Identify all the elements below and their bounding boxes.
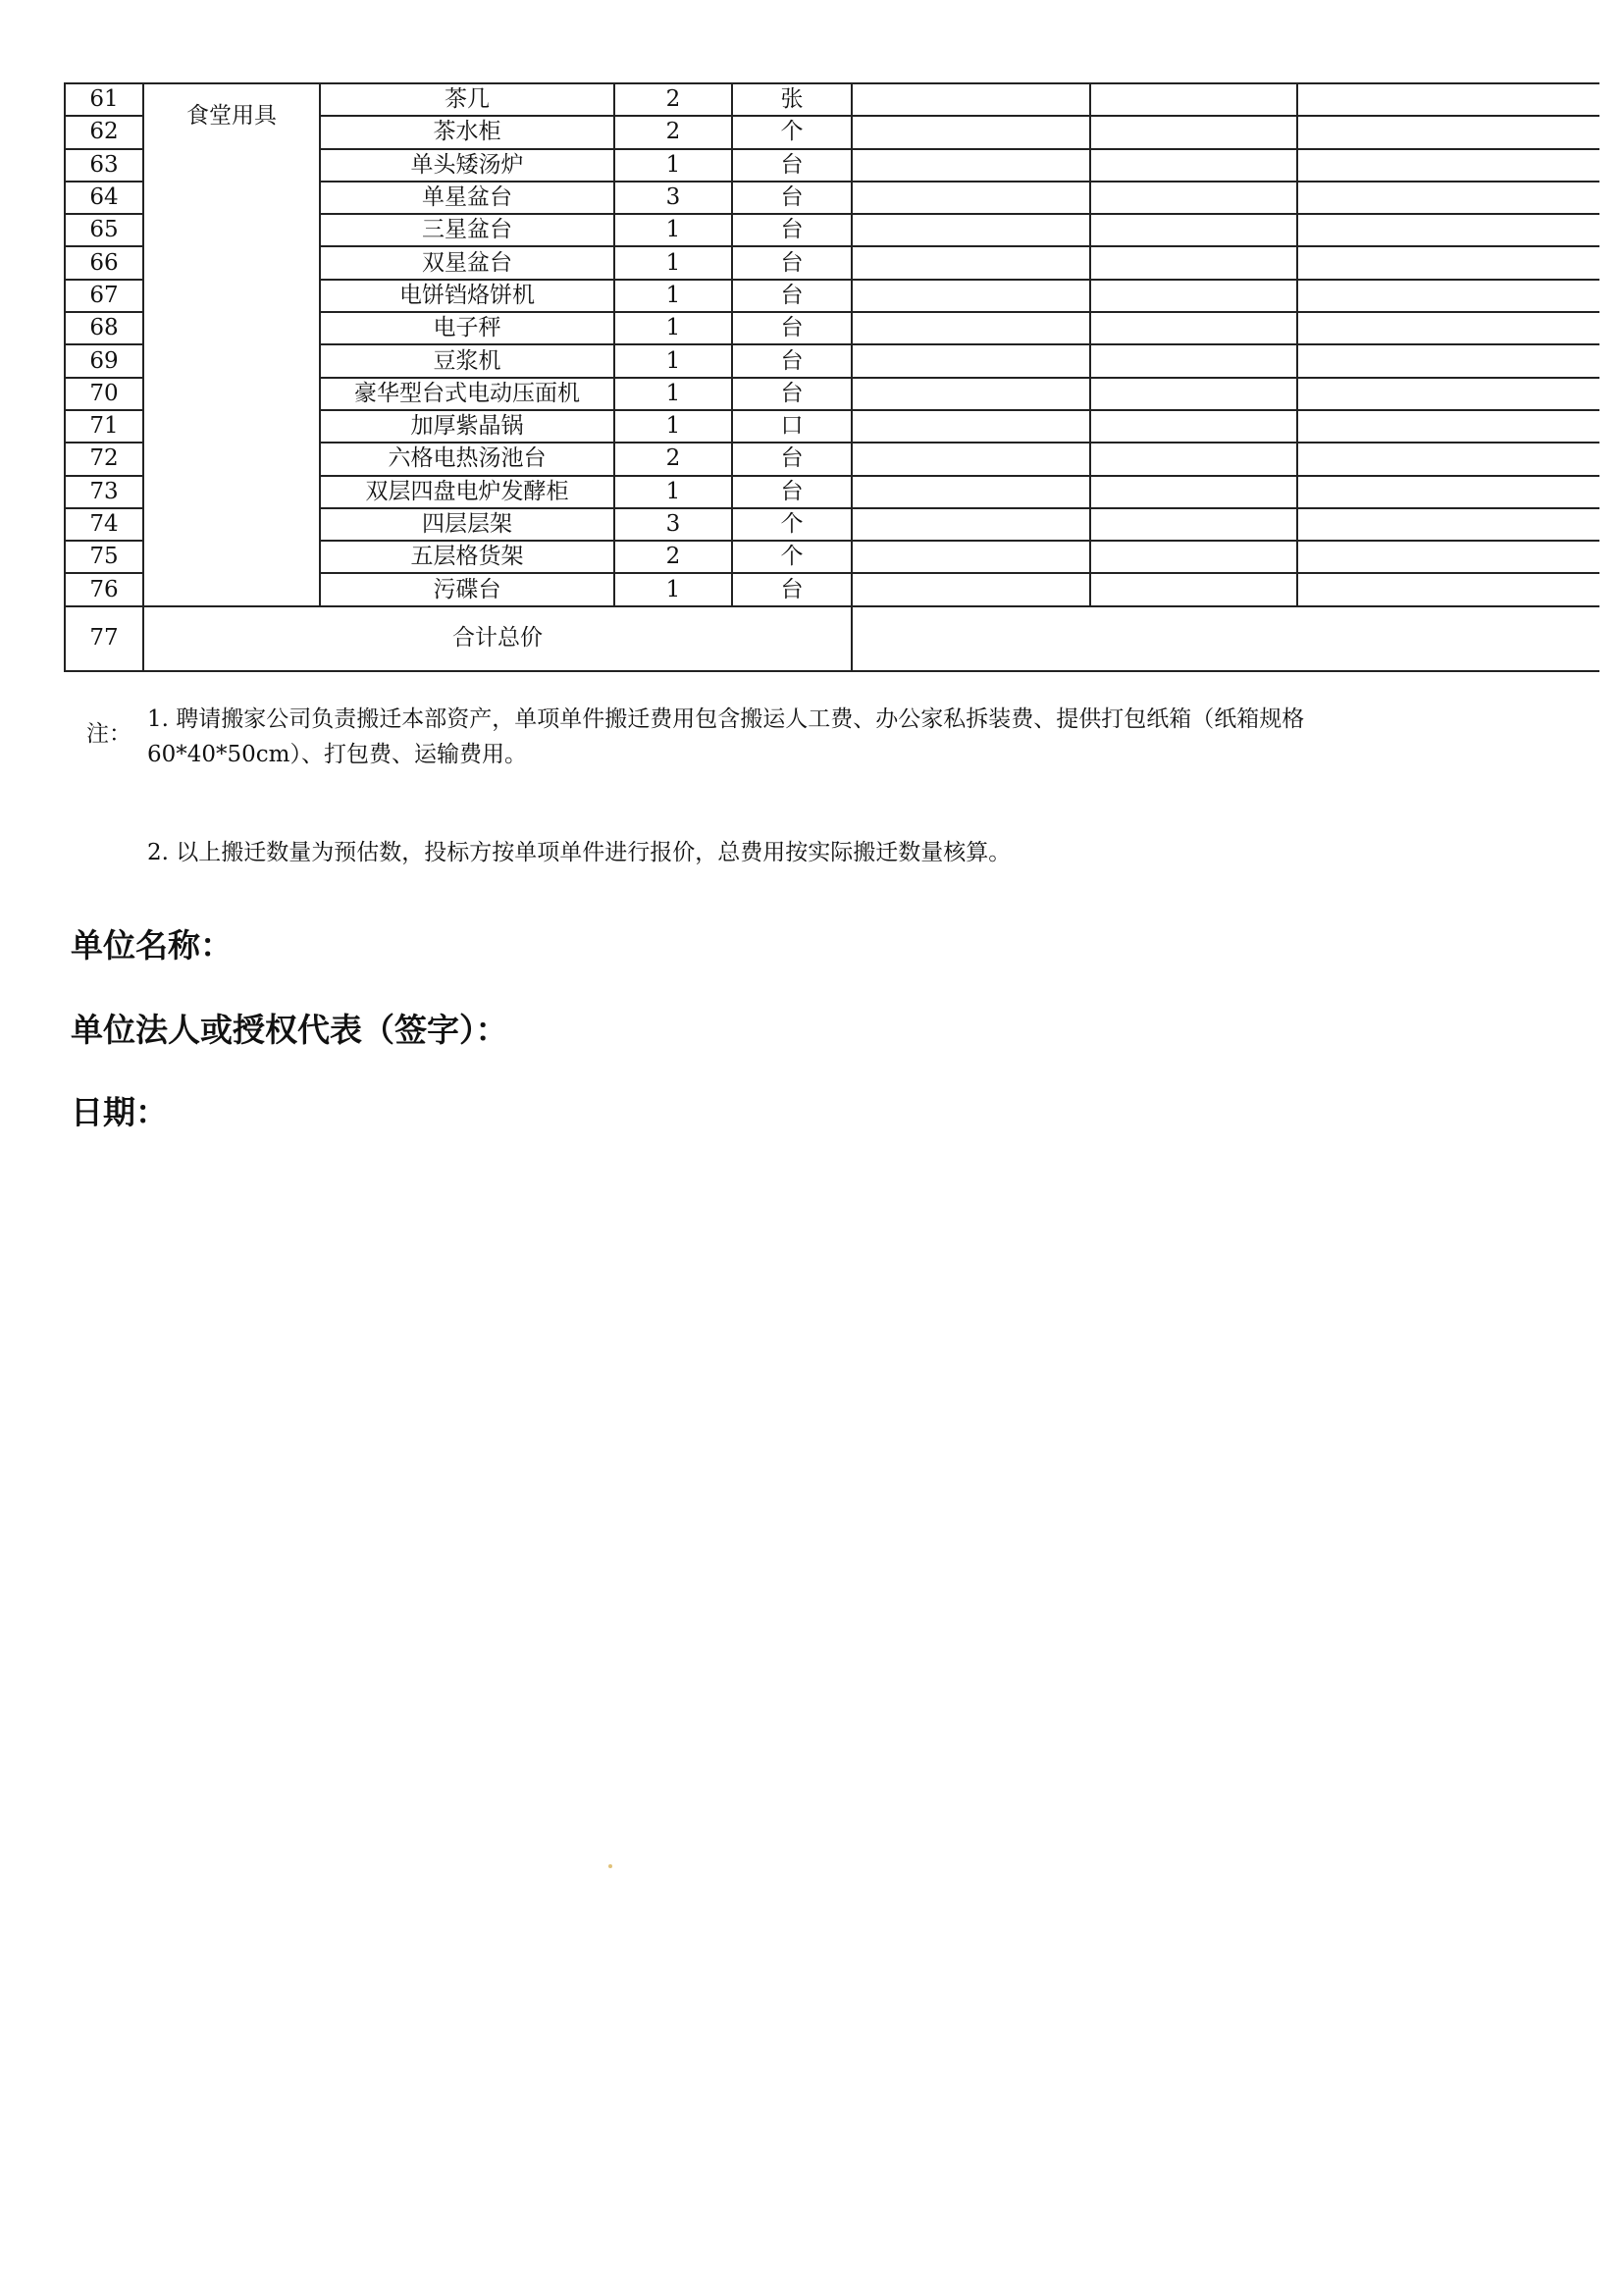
remarks-cell bbox=[1297, 344, 1599, 377]
item-quantity: 2 bbox=[614, 116, 732, 148]
item-unit: 台 bbox=[732, 214, 852, 246]
item-unit: 台 bbox=[732, 476, 852, 508]
remarks-cell bbox=[1297, 246, 1599, 279]
remarks-cell bbox=[1297, 182, 1599, 214]
note-1-line-2: 60*40*50cm）、打包费、运输费用。 bbox=[147, 742, 527, 767]
total-row-number: 77 bbox=[65, 606, 143, 671]
row-number: 66 bbox=[65, 246, 143, 279]
total-row bbox=[65, 606, 1599, 671]
item-unit: 台 bbox=[732, 280, 852, 312]
item-name: 单星盆台 bbox=[320, 182, 614, 214]
item-quantity: 2 bbox=[614, 83, 732, 116]
remarks-cell bbox=[1297, 149, 1599, 182]
item-unit: 台 bbox=[732, 443, 852, 475]
date-label: 日期： bbox=[71, 1093, 168, 1131]
item-quantity: 1 bbox=[614, 246, 732, 279]
subtotal-cell bbox=[1090, 312, 1297, 344]
total-value-cell bbox=[852, 606, 1599, 671]
item-quantity: 1 bbox=[614, 312, 732, 344]
item-name: 电饼铛烙饼机 bbox=[320, 280, 614, 312]
item-quantity: 1 bbox=[614, 573, 732, 605]
item-unit: 张 bbox=[732, 83, 852, 116]
unit-price-cell bbox=[852, 280, 1090, 312]
item-quantity: 1 bbox=[614, 410, 732, 443]
subtotal-cell bbox=[1090, 116, 1297, 148]
note-1-line-1: 1. 聘请搬家公司负责搬迁本部资产，单项单件搬迁费用包含搬运人工费、办公家私拆装费、提供打包纸箱（纸箱规格 bbox=[147, 706, 1305, 732]
subtotal-cell bbox=[1090, 443, 1297, 475]
subtotal-cell bbox=[1090, 541, 1297, 573]
row-number: 63 bbox=[65, 149, 143, 182]
item-name: 六格电热汤池台 bbox=[320, 443, 614, 475]
remarks-cell bbox=[1297, 508, 1599, 541]
item-unit: 个 bbox=[732, 541, 852, 573]
item-name: 茶水柜 bbox=[320, 116, 614, 148]
row-number: 64 bbox=[65, 182, 143, 214]
row-number: 71 bbox=[65, 410, 143, 443]
unit-price-cell bbox=[852, 116, 1090, 148]
unit-price-cell bbox=[852, 83, 1090, 116]
item-name: 豪华型台式电动压面机 bbox=[320, 378, 614, 410]
inventory-table bbox=[64, 82, 1599, 672]
row-number: 65 bbox=[65, 214, 143, 246]
unit-price-cell bbox=[852, 182, 1090, 214]
item-name: 四层层架 bbox=[320, 508, 614, 541]
unit-price-cell bbox=[852, 378, 1090, 410]
item-unit: 台 bbox=[732, 182, 852, 214]
remarks-cell bbox=[1297, 312, 1599, 344]
remarks-cell bbox=[1297, 280, 1599, 312]
remarks-cell bbox=[1297, 541, 1599, 573]
item-unit: 台 bbox=[732, 378, 852, 410]
subtotal-cell bbox=[1090, 280, 1297, 312]
subtotal-cell bbox=[1090, 246, 1297, 279]
unit-name-label: 单位名称： bbox=[71, 926, 233, 965]
item-quantity: 3 bbox=[614, 508, 732, 541]
remarks-cell bbox=[1297, 214, 1599, 246]
subtotal-cell bbox=[1090, 182, 1297, 214]
subtotal-cell bbox=[1090, 508, 1297, 541]
row-number: 67 bbox=[65, 280, 143, 312]
item-unit: 个 bbox=[732, 508, 852, 541]
item-name: 茶几 bbox=[320, 83, 614, 116]
subtotal-cell bbox=[1090, 378, 1297, 410]
row-number: 76 bbox=[65, 573, 143, 605]
item-unit: 台 bbox=[732, 246, 852, 279]
legal-rep-label: 单位法人或授权代表（签字）： bbox=[71, 1011, 508, 1049]
item-name: 加厚紫晶锅 bbox=[320, 410, 614, 443]
item-unit: 台 bbox=[732, 149, 852, 182]
row-number: 62 bbox=[65, 116, 143, 148]
total-label: 合计总价 bbox=[143, 606, 852, 671]
row-number: 69 bbox=[65, 344, 143, 377]
scan-speck bbox=[608, 1864, 612, 1868]
unit-price-cell bbox=[852, 508, 1090, 541]
notes-label: 注： bbox=[86, 721, 131, 747]
item-unit: 台 bbox=[732, 573, 852, 605]
item-name: 双星盆台 bbox=[320, 246, 614, 279]
item-quantity: 1 bbox=[614, 476, 732, 508]
subtotal-cell bbox=[1090, 476, 1297, 508]
remarks-cell bbox=[1297, 443, 1599, 475]
item-quantity: 1 bbox=[614, 149, 732, 182]
unit-price-cell bbox=[852, 476, 1090, 508]
subtotal-cell bbox=[1090, 410, 1297, 443]
item-name: 双层四盘电炉发酵柜 bbox=[320, 476, 614, 508]
row-number: 72 bbox=[65, 443, 143, 475]
row-number: 70 bbox=[65, 378, 143, 410]
subtotal-cell bbox=[1090, 149, 1297, 182]
item-name: 单头矮汤炉 bbox=[320, 149, 614, 182]
item-quantity: 3 bbox=[614, 182, 732, 214]
subtotal-cell bbox=[1090, 344, 1297, 377]
unit-price-cell bbox=[852, 443, 1090, 475]
unit-price-cell bbox=[852, 246, 1090, 279]
remarks-cell bbox=[1297, 476, 1599, 508]
item-name: 豆浆机 bbox=[320, 344, 614, 377]
item-quantity: 1 bbox=[614, 344, 732, 377]
unit-price-cell bbox=[852, 214, 1090, 246]
subtotal-cell bbox=[1090, 83, 1297, 116]
item-name: 污碟台 bbox=[320, 573, 614, 605]
subtotal-cell bbox=[1090, 214, 1297, 246]
remarks-cell bbox=[1297, 378, 1599, 410]
item-unit: 台 bbox=[732, 312, 852, 344]
item-unit: 口 bbox=[732, 410, 852, 443]
unit-price-cell bbox=[852, 312, 1090, 344]
unit-price-cell bbox=[852, 344, 1090, 377]
item-quantity: 1 bbox=[614, 280, 732, 312]
item-quantity: 1 bbox=[614, 378, 732, 410]
item-unit: 个 bbox=[732, 116, 852, 148]
row-number: 68 bbox=[65, 312, 143, 344]
row-number: 73 bbox=[65, 476, 143, 508]
remarks-cell bbox=[1297, 83, 1599, 116]
row-number: 61 bbox=[65, 83, 143, 116]
item-quantity: 2 bbox=[614, 443, 732, 475]
unit-price-cell bbox=[852, 541, 1090, 573]
unit-price-cell bbox=[852, 573, 1090, 605]
subtotal-cell bbox=[1090, 573, 1297, 605]
item-name: 五层格货架 bbox=[320, 541, 614, 573]
item-name: 三星盆台 bbox=[320, 214, 614, 246]
item-quantity: 2 bbox=[614, 541, 732, 573]
item-name: 电子秤 bbox=[320, 312, 614, 344]
unit-price-cell bbox=[852, 149, 1090, 182]
row-number: 75 bbox=[65, 541, 143, 573]
remarks-cell bbox=[1297, 116, 1599, 148]
row-number: 74 bbox=[65, 508, 143, 541]
item-quantity: 1 bbox=[614, 214, 732, 246]
category-cell: 食堂用具 bbox=[143, 83, 320, 606]
unit-price-cell bbox=[852, 410, 1090, 443]
remarks-cell bbox=[1297, 573, 1599, 605]
remarks-cell bbox=[1297, 410, 1599, 443]
item-unit: 台 bbox=[732, 344, 852, 377]
table-row bbox=[65, 83, 1599, 116]
note-2: 2. 以上搬迁数量为预估数，投标方按单项单件进行报价，总费用按实际搬迁数量核算。 bbox=[147, 840, 1012, 865]
